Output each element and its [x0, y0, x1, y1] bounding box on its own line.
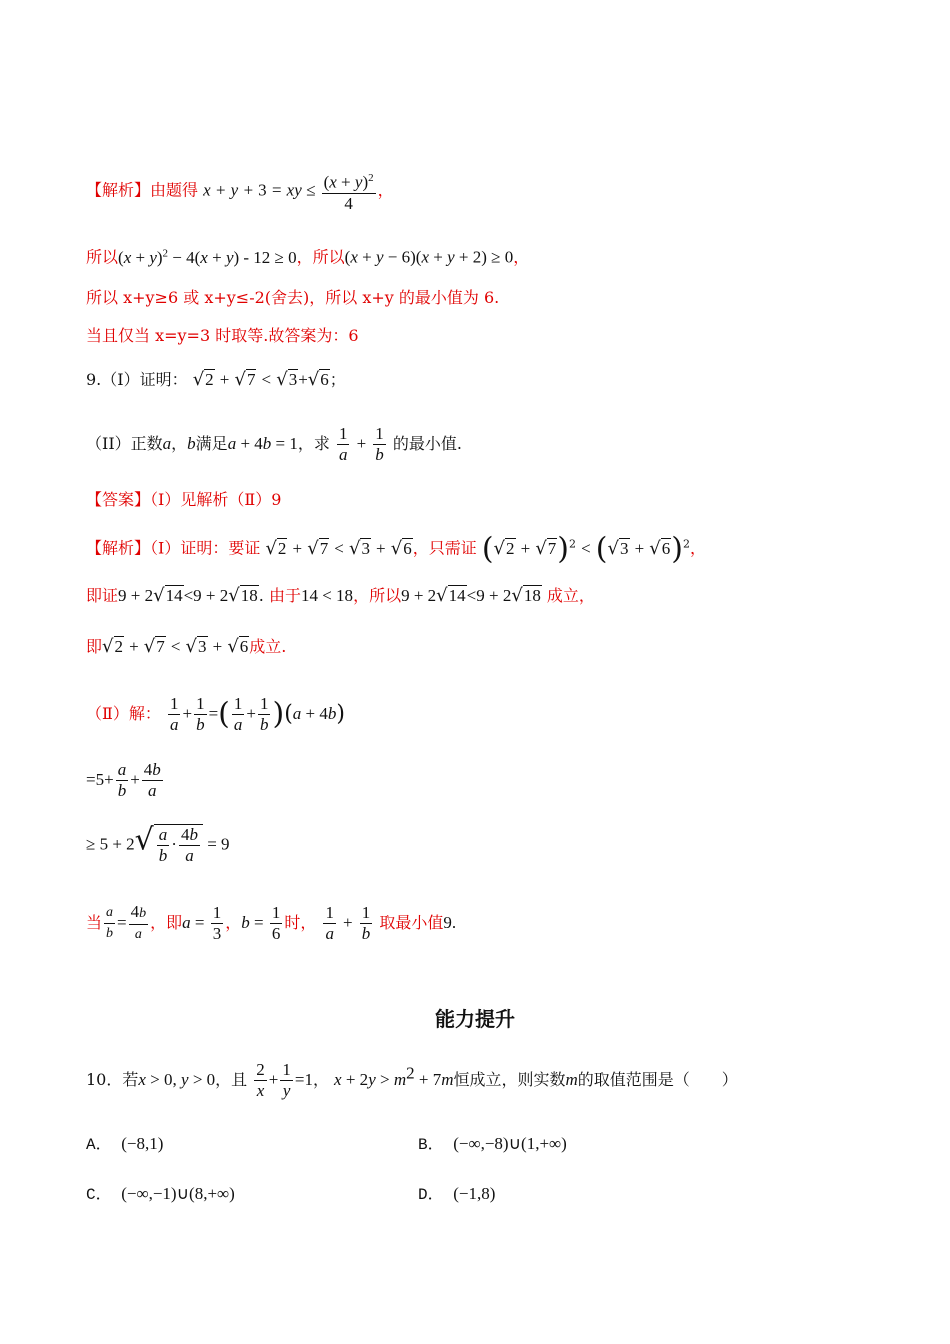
analysis-label: 【解析】 [86, 180, 151, 200]
solution-line-2: 所以$(x + y)^2 - 4(x + y) - 12 \ge 0$，所以(x + y − 6)(x + y + 2) ≥ 0， [86, 247, 530, 267]
option-d[interactable]: D． (−1,8) [418, 1184, 496, 1204]
solution-i-line-2: 即证9 + 2√14<9 + 2√18. 由于14 < 18，所以9 + 2√14<9 + 2√18 成立， [86, 585, 595, 606]
question-9-part-1: 9.（I）证明： √2 + √7 < √3+√6； [86, 369, 346, 390]
solution-ii-line-2: =5+ $\frac{a}{b}$ + $\frac{4b}{a}$ [86, 760, 161, 800]
solution-i-line-1: 【解析】（Ⅰ）证明：要证 √2 + √7 < √3 + √6，只需证 $(√2 + √7)^2 < (√3 + √6)^2$， [86, 531, 706, 566]
solution-line-1: 【解析】由题得 x + y + 3 = xy ≤ $\frac{(x + y)^2}{4}$ ， [86, 168, 394, 214]
solution-ii-conclusion: 当 $\frac{a}{b}$ = $\frac{4b}{a}$ ，即a = $\frac{1}{3}$ ，b = $\frac{1}{6}$ 时， $\frac{1}{a}$ + $\frac{1}{b}$ 取最小值9. [86, 902, 457, 943]
fraction: $\frac{(x + y)^2}{4}$ [323, 172, 374, 213]
option-b[interactable]: B． (−∞,−8)∪(1,+∞) [418, 1134, 567, 1154]
answer-line: 【答案】（Ⅰ）见解析（Ⅱ）9 [86, 490, 282, 509]
answer-label: 【答案】 [86, 490, 151, 509]
solution-ii-line-1: （Ⅱ）解： $\frac{1}{a}$ + $\frac{1}{b}$ =( $\frac{1}{a}$ + $\frac{1}{b}$ )(a + 4b) [86, 694, 345, 734]
question-10: 10．若x > 0, y > 0，且 $\frac{2}{x}$ + $\frac{1}{y}$ =1， $x + 2y > m^2 + 7m$恒成立，则实数m的取值范围是（ ） [86, 1060, 738, 1100]
section-heading: 能力提升 [435, 1007, 515, 1031]
math-expression: x + y + 3 = xy ≤ [203, 180, 320, 200]
math-expression: $(x + y)^2 - 4(x + y) - 12 \ge 0$ [118, 247, 297, 267]
solution-ii-line-3: ≥ 5 + 2√ $\frac{a}{b}$ · $\frac{4b}{a}$ = 9 [86, 822, 230, 865]
solution-i-line-3: 即√2 + √7 < √3 + √6成立. [86, 636, 287, 657]
solution-line-4: 当且仅当 x=y=3 时取等.故答案为：6 [86, 326, 359, 345]
question-9-part-2: （II）正数a，b满足a + 4b = 1，求 $\frac{1}{a}$ + $\frac{1}{b}$ 的最小值. [86, 424, 462, 464]
option-c[interactable]: C． (−∞,−1)∪(8,+∞) [86, 1184, 235, 1204]
math-expression: (x + y − 6)(x + y + 2) ≥ 0 [344, 247, 514, 267]
option-a[interactable]: A． (−8,1) [86, 1134, 164, 1154]
solution-line-3: 所以 x+y≥6 或 x+y≤-2(舍去)，所以 x+y 的最小值为 6. [86, 288, 500, 307]
